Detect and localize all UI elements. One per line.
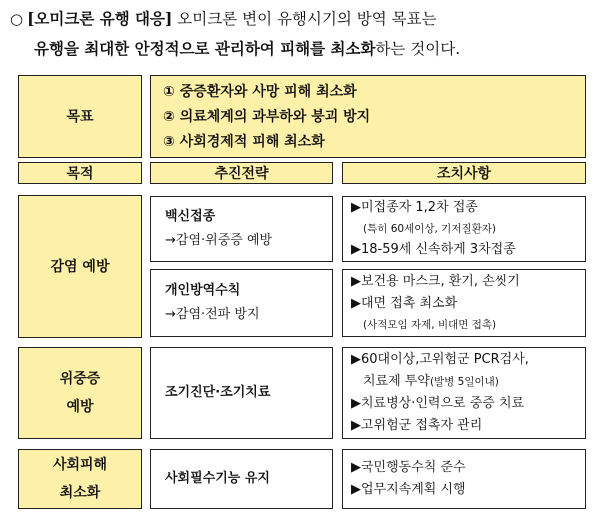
vaccine-actions-cell: [342, 196, 586, 262]
circle-bullet-icon: ○: [10, 10, 24, 28]
vaccine-sub: →감염·위중증 예방: [165, 233, 273, 248]
intro-line-1: [10, 4, 595, 34]
severe-action-2-note: (발병 5일이내): [429, 376, 499, 388]
vaccine-title: 백신접종: [165, 209, 216, 224]
header-purpose-text: 목적: [66, 166, 94, 182]
vaccine-action-1: ▶미접종자 1,2차 접종: [351, 200, 478, 215]
intro-line-2: [10, 34, 595, 64]
goal-item-3: ③ 사회경제적 피해 최소화: [163, 134, 325, 150]
goal-item-1: ① 중증환자와 사망 피해 최소화: [163, 84, 357, 100]
infection-label-cell: [18, 195, 142, 338]
social-action-1: ▶국민행동수칙 준수: [351, 460, 466, 475]
severe-action-1: ▶60대이상,고위험군 PCR검사,: [351, 352, 529, 367]
severe-strategy-cell: [150, 347, 333, 439]
personal-title: 개인방역수칙: [165, 283, 241, 298]
social-label-2: 최소화: [59, 485, 101, 501]
severe-action-3: ▶치료병상·인력으로 중증 치료: [351, 396, 525, 411]
intro-title: [오미크론 유행 대응]: [27, 9, 173, 28]
goal-list-cell: [150, 75, 586, 158]
goal-label: 목표: [66, 108, 94, 125]
personal-action-1: ▶보건용 마스크, 환기, 손씻기: [351, 274, 520, 289]
social-action-2: ▶업무지속계획 시행: [351, 482, 466, 497]
header-actions: [342, 162, 586, 184]
severe-action-2: [351, 371, 577, 393]
header-purpose: [18, 162, 142, 184]
social-actions-cell: [342, 449, 586, 509]
severe-label-2: 예방: [66, 399, 94, 415]
header-strategy: [150, 162, 333, 184]
intro-line2-a: 유행을 최대한 안정적으로 관리하여: [34, 39, 281, 58]
vaccine-action-3: ▶18-59세 신속하게 3차접종: [351, 242, 516, 257]
personal-sub: →감염·전파 방지: [165, 307, 260, 322]
intro-line2-b: 피해를 최소화: [280, 39, 376, 58]
intro-line1-text: 오미크론 변이 유행시기의 방역 목표는: [172, 10, 437, 28]
goal-label-cell: [18, 75, 142, 158]
header-strategy-text: 추진전략: [214, 166, 269, 182]
infection-label: 감염 예방: [50, 258, 110, 275]
vaccine-action-2: (특히 60세이상, 기저질환자): [363, 223, 496, 235]
social-strategy-cell: [150, 449, 333, 509]
severe-actions-cell: [342, 347, 586, 439]
severe-label-1: 위중증: [59, 371, 101, 387]
severe-action-4: ▶고위험군 접촉자 관리: [351, 418, 483, 433]
intro-paragraph: [10, 4, 595, 64]
social-title: 사회필수기능 유지: [165, 471, 270, 486]
personal-strategy-cell: [150, 269, 333, 337]
intro-line2-c: 하는 것이다.: [375, 40, 461, 58]
severe-label-cell: [18, 347, 142, 439]
personal-action-2: ▶대면 접촉 최소화: [351, 296, 458, 311]
goal-item-2: ② 의료체계의 과부하와 붕괴 방지: [163, 109, 371, 125]
header-actions-text: 조치사항: [436, 166, 492, 182]
severe-title: 조기진단·조기치료: [165, 385, 271, 400]
personal-action-3: (사적모임 자제, 비대면 접촉): [363, 319, 497, 331]
vaccine-strategy-cell: [150, 196, 333, 262]
social-label-cell: [18, 449, 142, 509]
severe-action-2-text: 치료제 투약: [363, 374, 430, 389]
personal-actions-cell: [342, 269, 586, 337]
social-label-1: 사회피해: [52, 457, 108, 473]
